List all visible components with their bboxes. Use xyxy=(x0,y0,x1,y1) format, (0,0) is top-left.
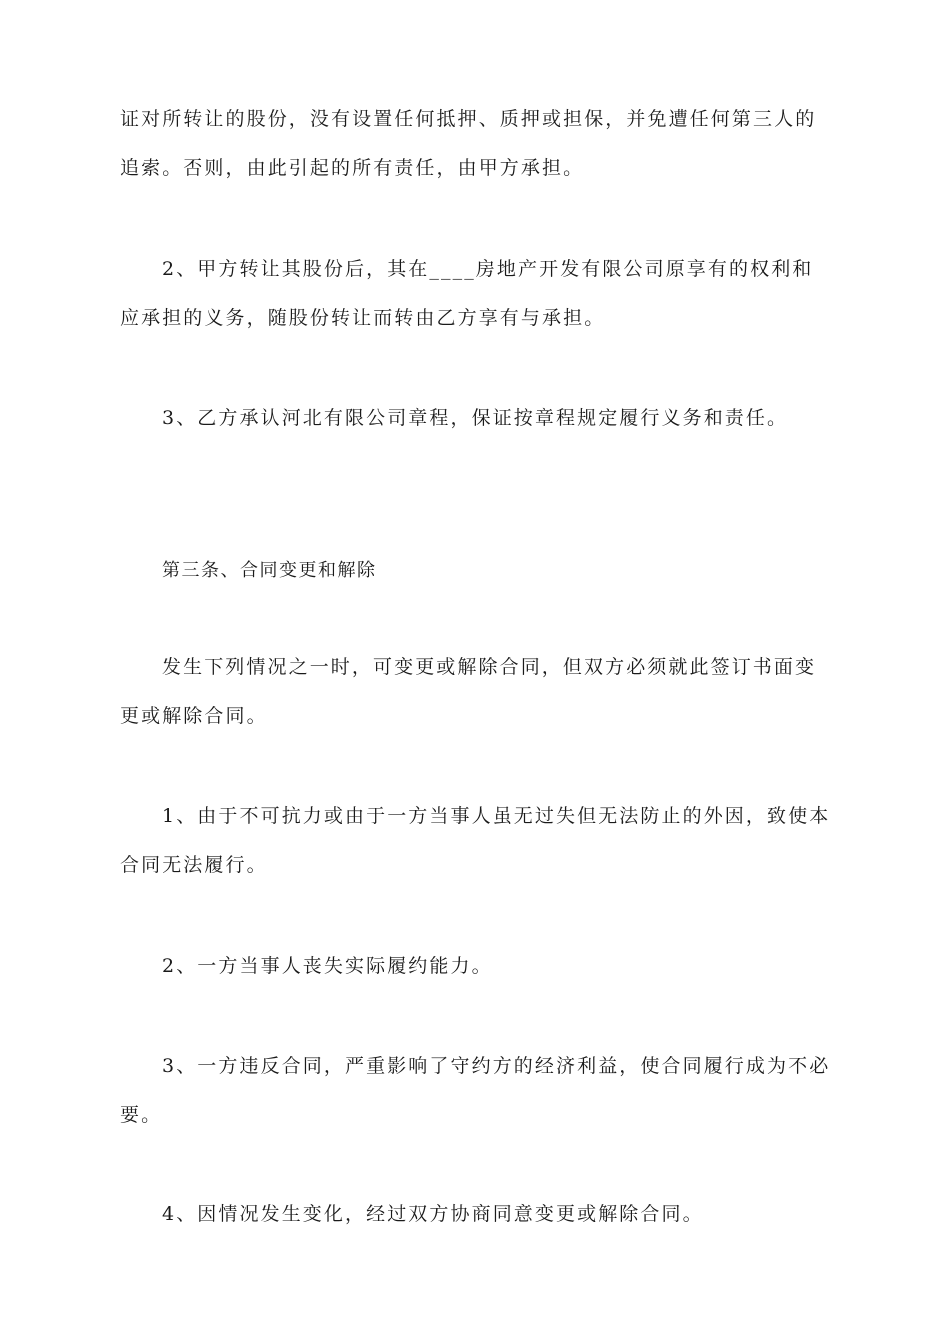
section-heading-article-3: 第三条、合同变更和解除 xyxy=(162,560,377,581)
paragraph-condition-2-capacity: 2、一方当事人丧失实际履约能力。 xyxy=(162,955,493,977)
paragraph-clause-3-articles: 3、乙方承认河北有限公司章程，保证按章程规定履行义务和责任。 xyxy=(162,407,789,429)
paragraph-condition-3-breach: 3、一方违反合同，严重影响了守约方的经济利益，使合同履行成为不必要。 xyxy=(120,1055,831,1126)
paragraph-condition-1-force-majeure: 1、由于不可抗力或由于一方当事人虽无过失但无法防止的外因，致使本合同无法履行。 xyxy=(120,805,831,876)
paragraph-change-conditions-intro: 发生下列情况之一时，可变更或解除合同，但双方必须就此签订书面变更或解除合同。 xyxy=(120,656,817,727)
paragraph-condition-4-mutual-agreement: 4、因情况发生变化，经过双方协商同意变更或解除合同。 xyxy=(162,1203,704,1225)
paragraph-share-guarantee: 证对所转让的股份，没有设置任何抵押、质押或担保，并免遭任何第三人的追索。否则，由此引起的所有责任，由甲方承担。 xyxy=(120,108,817,179)
paragraph-clause-2-rights-transfer: 2、甲方转让其股份后，其在____房地产开发有限公司原享有的权利和应承担的义务，随股份转让而转由乙方享有与承担。 xyxy=(120,258,814,329)
